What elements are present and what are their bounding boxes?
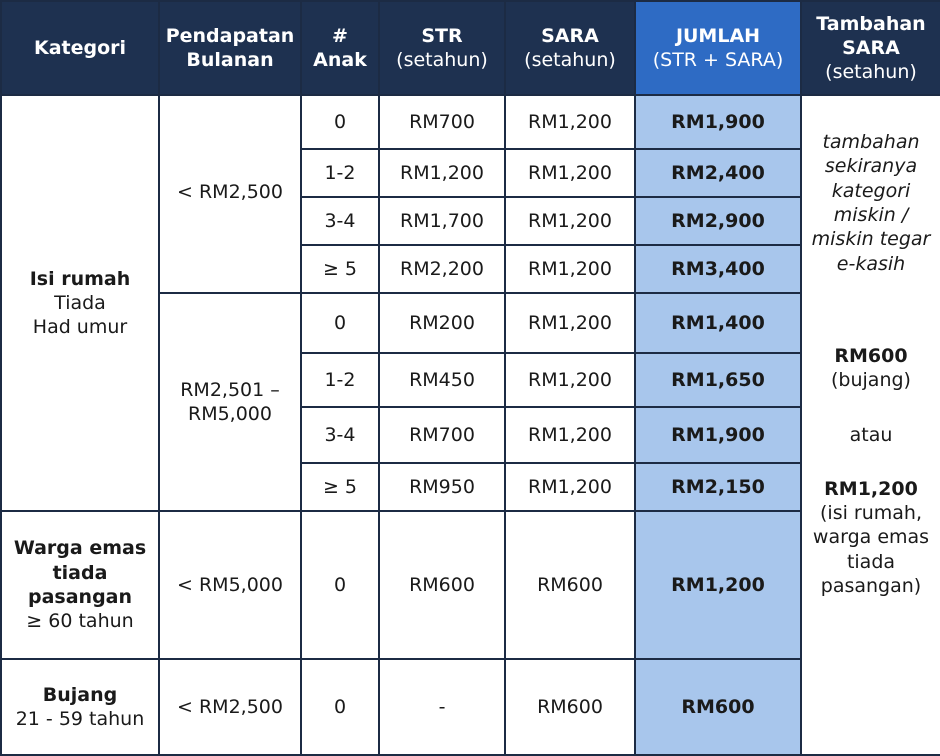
- header-pendapatan-line2: Bulanan: [186, 49, 274, 71]
- table-row: [1, 659, 940, 755]
- str-cell: RM600: [379, 511, 505, 659]
- sara-cell: RM1,200: [505, 197, 635, 245]
- table-row: [1, 95, 940, 149]
- category-bujang: [1, 659, 159, 755]
- anak-cell: 1-2: [301, 353, 379, 407]
- sara-cell: RM600: [505, 659, 635, 755]
- sara-cell: RM600: [505, 511, 635, 659]
- anak-cell: 1-2: [301, 149, 379, 197]
- header-str: [379, 1, 505, 95]
- jumlah-cell: RM2,900: [635, 197, 801, 245]
- anak-cell: 0: [301, 511, 379, 659]
- header-sara-line2: (setahun): [524, 49, 616, 71]
- str-cell: RM700: [379, 95, 505, 149]
- spacer: [802, 393, 940, 423]
- jumlah-cell: RM1,400: [635, 293, 801, 353]
- header-anak-line2: Anak: [313, 49, 367, 71]
- anak-cell: ≥ 5: [301, 463, 379, 511]
- category-warga-emas-sub: ≥ 60 tahun: [26, 610, 134, 633]
- jumlah-cell: RM1,900: [635, 95, 801, 149]
- tambahan-amount-2-note-3: tiada: [846, 550, 896, 573]
- income-mid-line2: RM5,000: [188, 403, 272, 425]
- str-cell: -: [379, 659, 505, 755]
- tambahan-amount-2-note-1: (isi rumah,: [820, 502, 922, 525]
- tambahan-amount-2: RM1,200: [824, 477, 918, 500]
- category-warga-emas-line2: tiada: [52, 561, 108, 584]
- sara-cell: RM1,200: [505, 293, 635, 353]
- sara-cell: RM1,200: [505, 245, 635, 293]
- category-warga-emas: [1, 511, 159, 659]
- tambahan-amount-2-note-2: warga emas: [812, 526, 930, 549]
- str-cell: RM1,200: [379, 149, 505, 197]
- tambahan-italic-3: kategori: [831, 179, 911, 202]
- anak-cell: 3-4: [301, 197, 379, 245]
- tambahan-italic-5: miskin tegar: [811, 228, 931, 251]
- sara-cell: RM1,200: [505, 463, 635, 511]
- spacer: [802, 310, 940, 344]
- header-tambahan: [801, 1, 940, 95]
- str-cell: RM200: [379, 293, 505, 353]
- jumlah-cell: RM2,400: [635, 149, 801, 197]
- str-cell: RM450: [379, 353, 505, 407]
- tambahan-cell: [801, 95, 940, 755]
- category-bujang-sub: 21 - 59 tahun: [15, 708, 145, 730]
- category-bujang-title: Bujang: [42, 683, 118, 706]
- jumlah-cell: RM2,150: [635, 463, 801, 511]
- sara-cell: RM1,200: [505, 353, 635, 407]
- header-tambahan-line2: SARA: [842, 36, 900, 59]
- header-str-line1: STR: [421, 24, 463, 47]
- str-cell: RM1,700: [379, 197, 505, 245]
- category-isi-rumah: [1, 95, 159, 511]
- tambahan-italic-2: sekiranya: [824, 155, 918, 178]
- jumlah-cell: RM1,200: [635, 511, 801, 659]
- str-cell: RM700: [379, 407, 505, 463]
- income-warga: < RM5,000: [159, 511, 301, 659]
- income-bujang: < RM2,500: [159, 659, 301, 755]
- anak-cell: 0: [301, 293, 379, 353]
- header-jumlah-line2: (STR + SARA): [652, 49, 784, 71]
- header-kategori: Kategori: [1, 1, 159, 95]
- header-str-line2: (setahun): [396, 49, 488, 71]
- jumlah-cell: RM1,900: [635, 407, 801, 463]
- header-tambahan-line1: Tambahan: [816, 12, 926, 35]
- anak-cell: 0: [301, 95, 379, 149]
- tambahan-italic-1: tambahan: [822, 131, 920, 153]
- table-row: [1, 511, 940, 659]
- sara-cell: RM1,200: [505, 149, 635, 197]
- jumlah-cell: RM1,650: [635, 353, 801, 407]
- sara-cell: RM1,200: [505, 95, 635, 149]
- tambahan-amount-2-note-4: pasangan): [820, 575, 922, 598]
- tambahan-or: atau: [849, 423, 893, 446]
- category-isi-rumah-line1: Tiada: [54, 291, 106, 314]
- category-warga-emas-line3: pasangan: [27, 586, 133, 608]
- header-jumlah-line1: JUMLAH: [675, 24, 761, 47]
- header-pendapatan-line1: Pendapatan: [165, 24, 295, 47]
- anak-cell: 0: [301, 659, 379, 755]
- category-isi-rumah-line2: Had umur: [32, 316, 128, 339]
- anak-cell: 3-4: [301, 407, 379, 463]
- tambahan-italic-4: miskin /: [833, 203, 909, 226]
- header-sara-line1: SARA: [541, 24, 599, 47]
- header-row: [1, 1, 940, 95]
- spacer: [802, 447, 940, 477]
- category-isi-rumah-title: Isi rumah: [29, 267, 131, 290]
- tambahan-italic-6: e-kasih: [836, 252, 906, 275]
- jumlah-cell: RM3,400: [635, 245, 801, 293]
- header-pendapatan: [159, 1, 301, 95]
- tambahan-amount-1: RM600: [834, 344, 908, 367]
- sara-cell: RM1,200: [505, 407, 635, 463]
- income-mid-line1: RM2,501 –: [180, 378, 280, 401]
- str-cell: RM950: [379, 463, 505, 511]
- str-cell: RM2,200: [379, 245, 505, 293]
- header-sara: [505, 1, 635, 95]
- tambahan-amount-1-note: (bujang): [831, 369, 911, 392]
- income-low: < RM2,500: [159, 95, 301, 293]
- header-anak-line1: #: [332, 24, 348, 47]
- anak-cell: ≥ 5: [301, 245, 379, 293]
- header-tambahan-line3: (setahun): [825, 61, 917, 84]
- header-jumlah: [635, 1, 801, 95]
- header-anak: [301, 1, 379, 95]
- jumlah-cell: RM600: [635, 659, 801, 755]
- category-warga-emas-line1: Warga emas: [13, 537, 147, 560]
- income-mid: [159, 293, 301, 511]
- spacer: [802, 276, 940, 310]
